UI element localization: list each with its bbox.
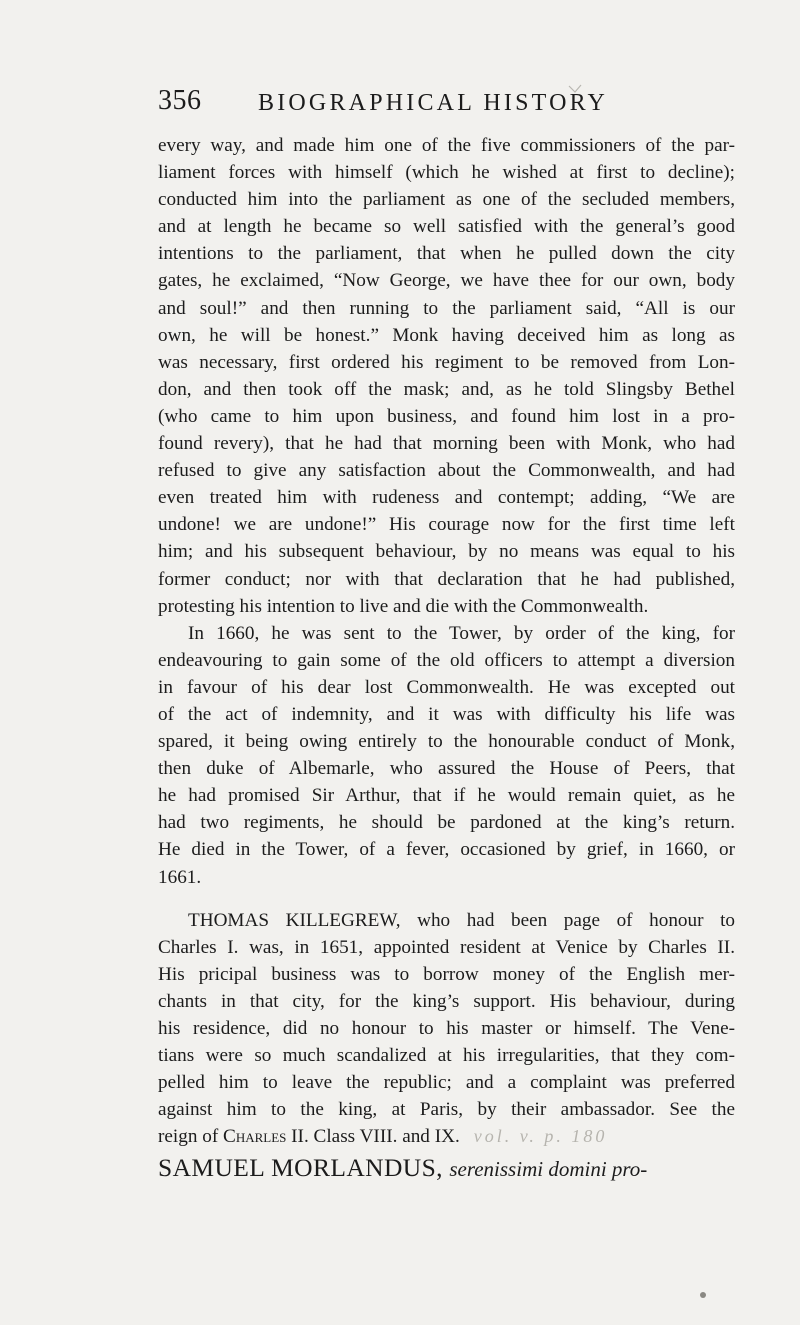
text-line: His pricipal business was to borrow money of the English mer- [158,963,735,985]
paragraph-killegrew [158,907,735,1151]
text-line: every way, and made him one of the five commissioners of the par- [158,135,735,156]
text-fragment: reign of [158,1126,224,1148]
text-line: He died in the Tower, of a fever, occasioned by grief, in 1660, or [158,839,735,861]
text-line: even treated him with rudeness and contempt; adding, “We are [158,487,735,509]
ink-dot-mark [700,1292,706,1298]
text-line: gates, he exclaimed, “Now George, we have thee for our own, body [158,270,735,292]
text-line: In 1660, he was sent to the Tower, by order of the king, for [188,622,735,644]
text-line: don, and then took off the mask; and, as he told Slingsby Bethel [158,378,735,400]
text-line: was necessary, first ordered his regiment to be removed from Lon- [158,351,735,373]
next-entry-heading [158,1154,735,1188]
text-line: liament forces with himself (which he wished at first to decline); [158,162,735,184]
text-line: refused to give any satisfaction about the Commonwealth, and had [158,460,735,482]
text-line: intentions to the parliament, that when he pulled down the city [158,243,735,265]
body-text [158,132,735,1188]
paragraph-tower [158,620,735,891]
text-line: Charles I. was, in 1651, appointed resident at Venice by Charles II. [158,936,735,958]
text-line: then duke of Albemarle, who assured the House of Peers, that [158,758,735,780]
text-line: endeavouring to gain some of the old officers to attempt a diversion [158,649,735,671]
page-number: 356 [158,85,202,116]
text-line: and at length he became so well satisfied with the general’s good [158,216,735,238]
king-name-smallcaps: Charles [223,1126,287,1148]
text-line: him; and his subsequent behaviour, by no means was equal to his [158,541,735,563]
entry-title: serenissimi domini pro- [449,1157,648,1182]
text-line: found revery), that he had that morning been with Monk, who had [158,433,735,455]
handwritten-note: vol. v. p. 180 [473,1126,608,1147]
text-line: tians were so much scandalized at his irregularities, that they com- [158,1045,735,1067]
text-line: of the act of indemnity, and it was with difficulty his life was [158,703,735,725]
text-line: spared, it being owing entirely to the honourable conduct of Monk, [158,731,735,753]
text-line: against him to the king, at Paris, by their ambassador. See the [158,1099,735,1121]
text-line: had two regiments, he should be pardoned at the king’s return. [158,812,735,834]
text-fragment: II. Class VIII. and IX. [286,1126,460,1148]
text-line: THOMAS KILLEGREW, who had been page of honour to [188,909,735,931]
paragraph-gap [158,891,735,907]
text-line [158,1123,735,1150]
text-line: undone! we are undone!” His courage now for the first time left [158,514,735,536]
text-line: 1661. [158,866,202,888]
text-line: chants in that city, for the king’s support. His behaviour, during [158,990,735,1012]
text-line: and soul!” and then running to the parliament said, “All is our [158,297,735,319]
text-line: (who came to him upon business, and found him lost in a pro- [158,405,735,427]
text-line: pelled him to leave the republic; and a complaint was preferred [158,1072,735,1094]
text-line: protesting his intention to live and die with the Commonwealth. [158,595,649,617]
running-head: BIOGRAPHICAL HISTORY [258,90,609,116]
text-line: own, he will be honest.” Monk having deceived him as long as [158,324,735,346]
text-line: conducted him into the parliament as one of the secluded members, [158,189,735,211]
text-line: in favour of his dear lost Commonwealth. He was excepted out [158,676,735,698]
text-line: former conduct; nor with that declaration that he had published, [158,568,735,590]
text-line: he had promised Sir Arthur, that if he would remain quiet, as he [158,785,735,807]
entry-name: SAMUEL MORLANDUS, [158,1153,443,1183]
text-line: his residence, did no honour to his master or himself. The Vene- [158,1018,735,1039]
paragraph-vane-continued [158,132,735,620]
